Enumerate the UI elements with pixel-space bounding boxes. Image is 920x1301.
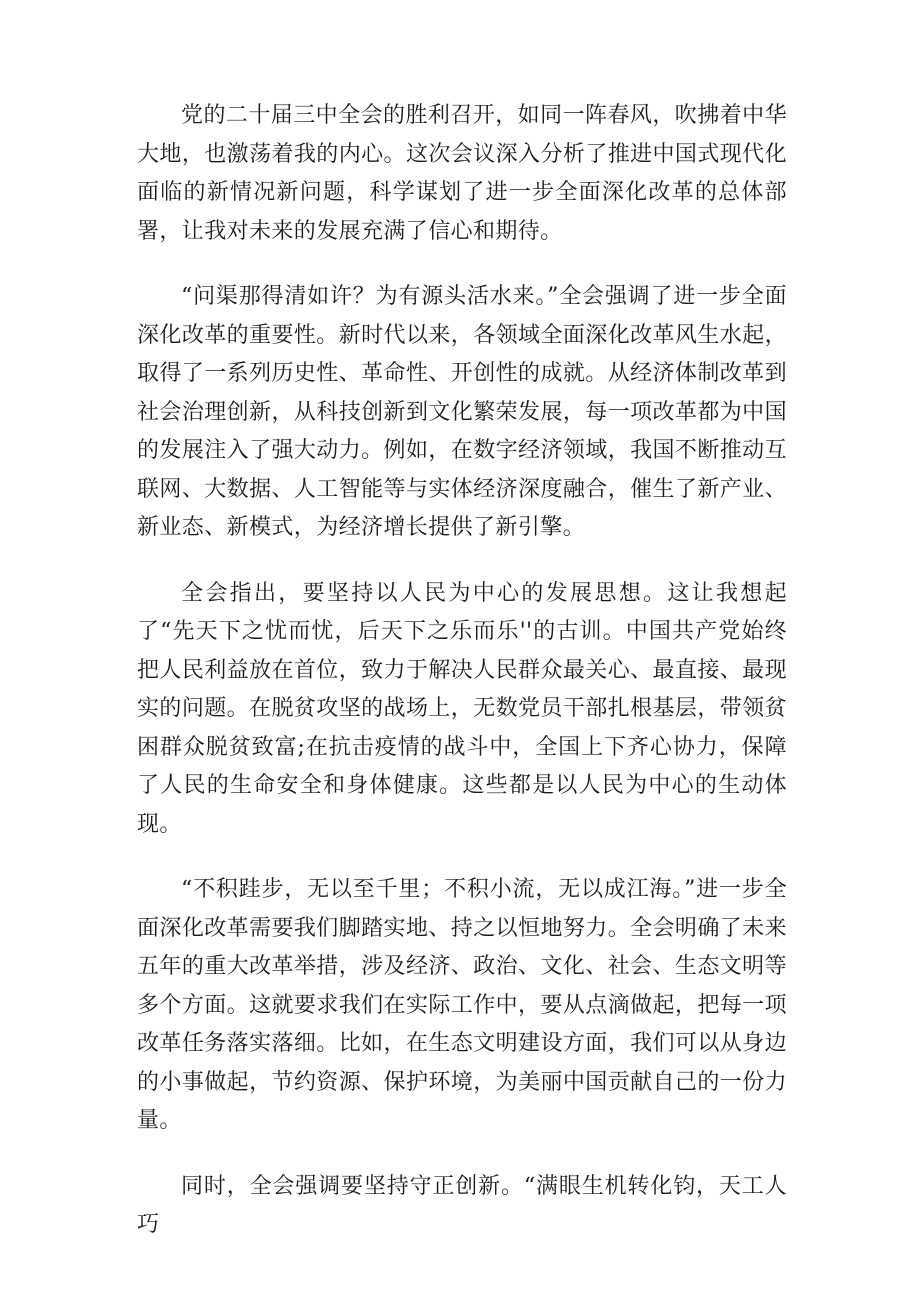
- paragraph: “不积跬步，无以至千里；不积小流，无以成江海。”进一步全面深化改革需要我们脚踏实地、持之以恒地努力。全会明确了未来五年的重大改革举措，涉及经济、政治、文化、社会、生态文明等多个方面。这就要求我们在实际工作中，要从点滴做起，把每一项改革任务落实落细。比如，在生态文明建设方面，我们可以从身边的小事做起，节约资源、保护环境，为美丽中国贡献自己的一份力量。: [137, 877, 787, 1133]
- document-body: [137, 97, 787, 1272]
- paragraph: 同时，全会强调要坚持守正创新。“满眼生机转化钧，天工人巧: [137, 1173, 787, 1237]
- paragraph: 全会指出，要坚持以人民为中心的发展思想。这让我想起了“先天下之忧而忧，后天下之乐而乐''的古训。中国共产党始终把人民利益放在首位，致力于解决人民群众最关心、最直接、最现实的问题。在脱贫攻坚的战场上，无数党员干部扎根基层，带领贫困群众脱贫致富;在抗击疫情的战斗中，全国上下齐心协力，保障了人民的生命安全和身体健康。这些都是以人民为中心的生动体现。: [137, 580, 787, 837]
- paragraph: “问渠那得清如许？为有源头活水来。”全会强调了进一步全面深化改革的重要性。新时代以来，各领域全面深化改革风生水起，取得了一系列历史性、革命性、开创性的成就。从经济体制改革到社会治理创新，从科技创新到文化繁荣发展，每一项改革都为中国的发展注入了强大动力。例如，在数字经济领域，我国不断推动互联网、大数据、人工智能等与实体经济深度融合，催生了新产业、新业态、新模式，为经济增长提供了新引擎。: [137, 284, 787, 540]
- paragraph: 党的二十届三中全会的胜利召开，如同一阵春风，吹拂着中华大地，也激荡着我的内心。这次会议深入分析了推进中国式现代化面临的新情况新问题，科学谋划了进一步全面深化改革的总体部署，让我对未来的发展充满了信心和期待。: [137, 103, 787, 244]
